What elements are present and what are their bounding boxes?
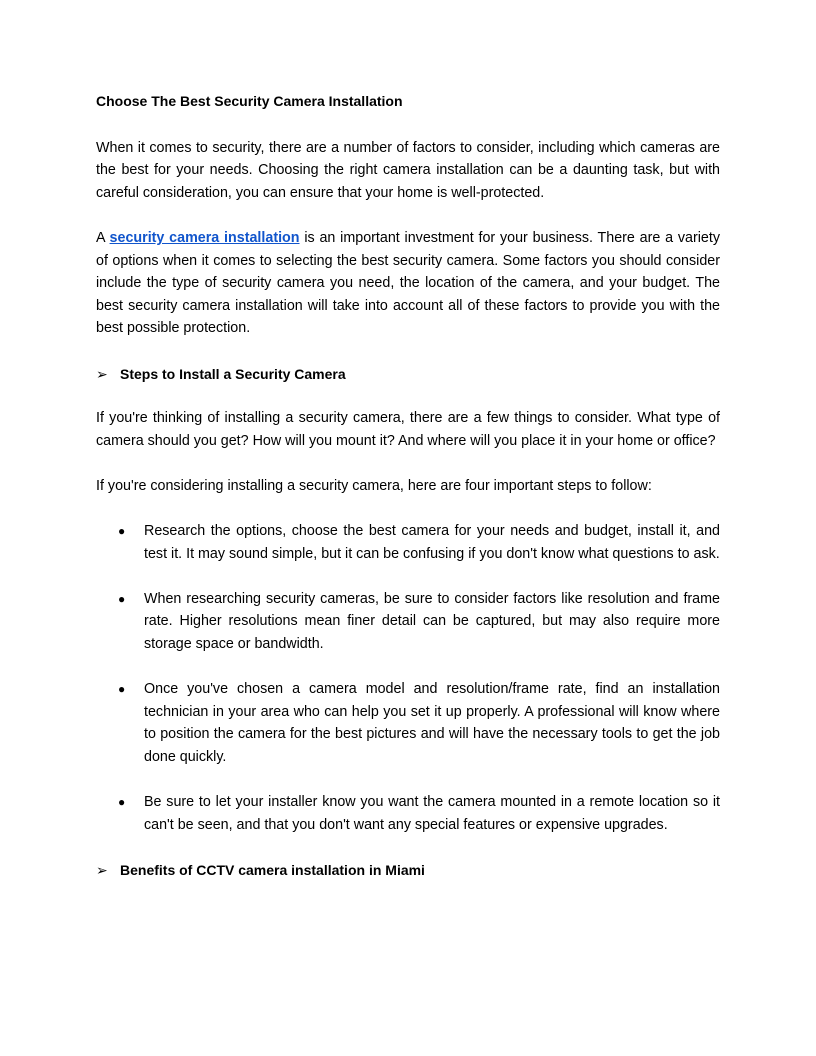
list-item — [96, 588, 720, 656]
step-text: Once you've chosen a camera model and resolution/frame rate, find an installation technician in your area who can help you set it up properly. A professional will know where to position the camera for the best pictures and will have the necessary tools to get the job done quickly. — [144, 681, 720, 766]
page-title: Choose The Best Security Camera Installation — [96, 93, 403, 109]
step-text: Be sure to let your installer know you want the camera mounted in a remote location so it can't be seen, and that you don't want any special features or expensive upgrades. — [144, 794, 720, 833]
step-text: When researching security cameras, be sure to consider factors like resolution and frame rate. Higher resolutions mean finer detail can be captured, but may also require more storage space or bandwidth. — [144, 590, 720, 653]
benefits-heading-text: Benefits of CCTV camera installation in Miami — [120, 862, 425, 878]
bullet-icon: ● — [118, 682, 126, 697]
para2-prefix: A — [96, 229, 110, 246]
list-item — [96, 678, 720, 768]
thinking-paragraph: If you're thinking of installing a security camera, there are a few things to consider. What type of camera should you get? How will you mount it? And where will you place it in your home or office? — [96, 410, 720, 449]
document-page — [96, 88, 720, 881]
intro-paragraph: When it comes to security, there are a number of factors to consider, including which cameras are the best for your needs. Choosing the right camera installation can be a daunting task, but with careful consideration, you can ensure that your home is well-protected. — [96, 139, 720, 201]
investment-paragraph — [96, 227, 720, 340]
bullet-icon: ● — [118, 591, 126, 606]
steps-list — [96, 520, 720, 836]
steps-heading — [96, 363, 720, 385]
para2-suffix: is an important investment for your business. There are a variety of options when it comes to selecting the best security camera. Some factors you should consider include the type of security camera you need, the location of the camera, and your budget. The best security camera installation will take into account all of these factors to provide you with the best possible protection. — [96, 229, 720, 337]
security-camera-installation-link[interactable]: security camera installation — [109, 229, 300, 246]
arrow-bullet-icon: ➢ — [96, 365, 108, 382]
four-steps-intro: If you're considering installing a security camera, here are four important steps to follow: — [96, 477, 652, 494]
list-item — [96, 520, 720, 565]
steps-heading-text: Steps to Install a Security Camera — [120, 365, 346, 382]
bullet-icon: ● — [118, 795, 126, 810]
step-text: Research the options, choose the best camera for your needs and budget, install it, and test it. It may sound simple, but it can be confusing if you don't know what questions to ask. — [144, 523, 720, 562]
arrow-bullet-icon: ➢ — [96, 862, 108, 878]
bullet-icon: ● — [118, 524, 126, 539]
list-item — [96, 791, 720, 836]
benefits-heading — [96, 859, 720, 881]
